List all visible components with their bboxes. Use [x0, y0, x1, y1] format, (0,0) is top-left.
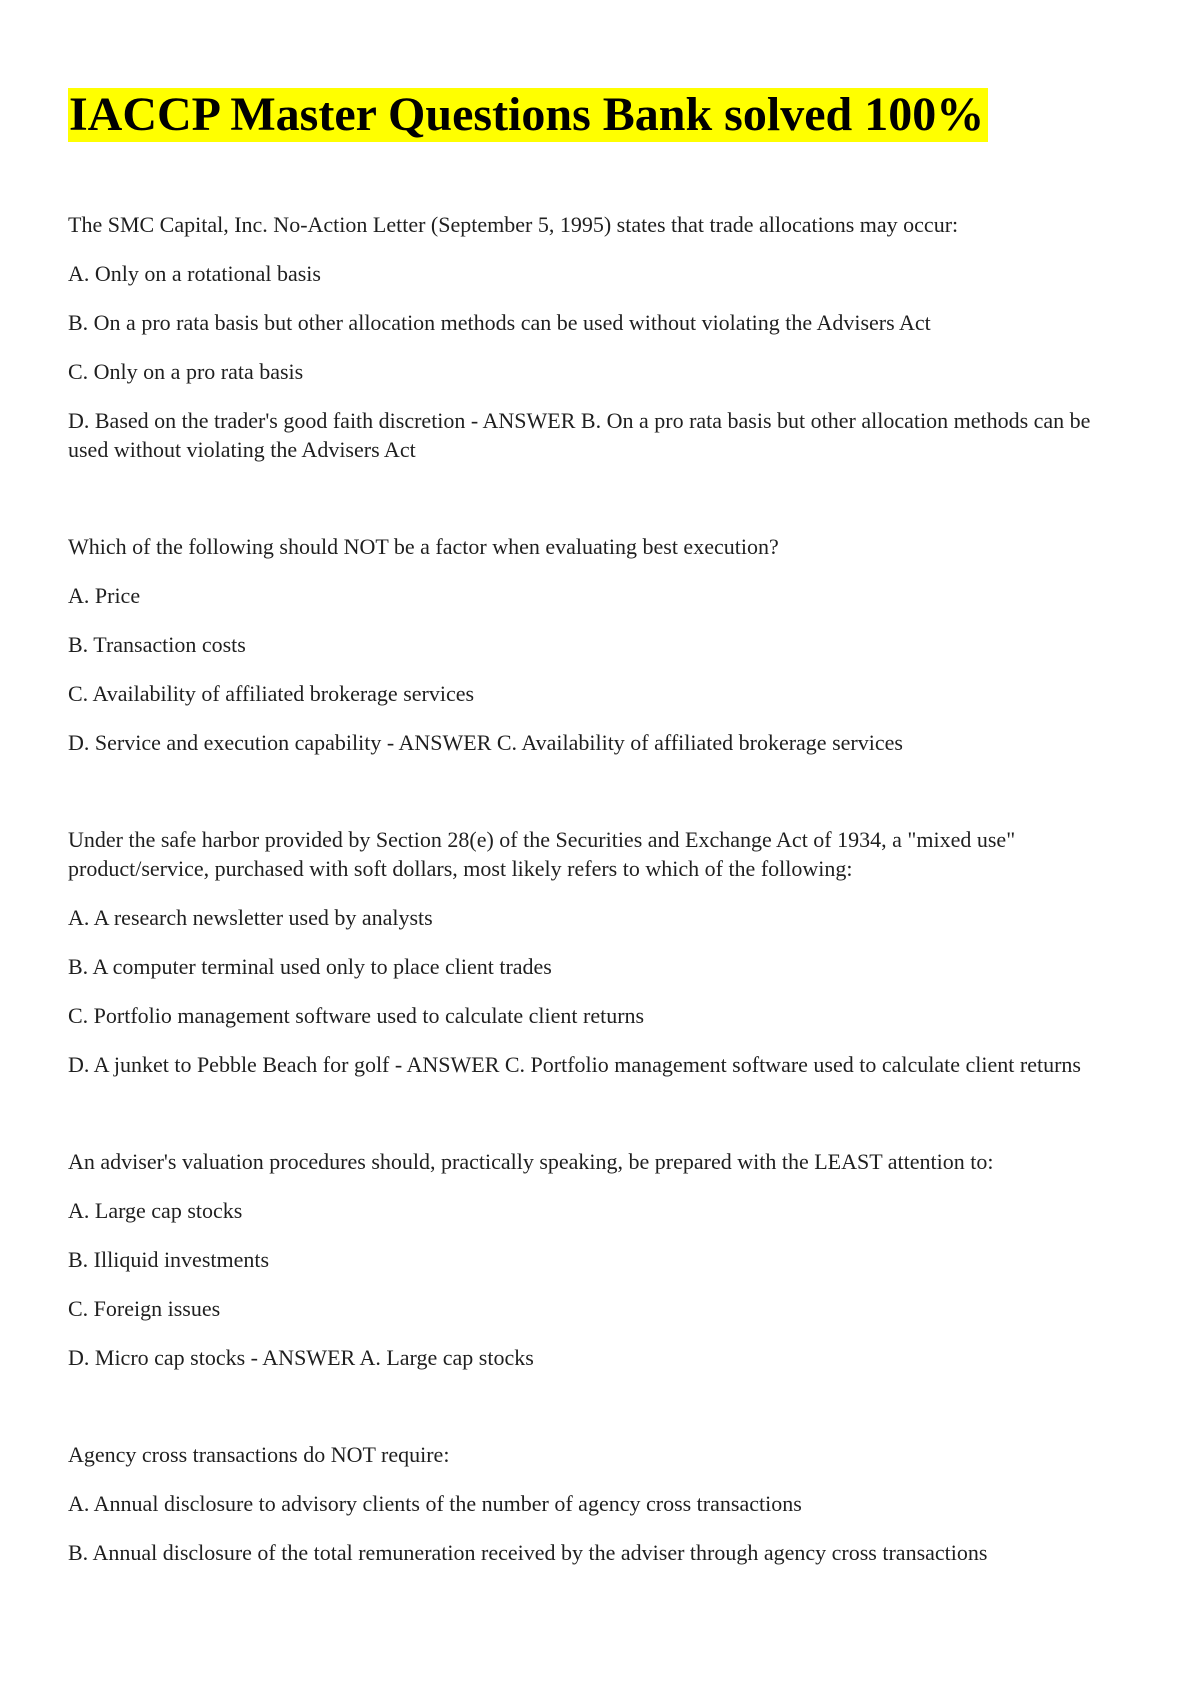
- answer-option: A. Only on a rotational basis: [68, 261, 321, 286]
- answer-option: A. Price: [68, 583, 141, 608]
- answer-option: C. Foreign issues: [68, 1296, 221, 1321]
- question-prompt: An adviser's valuation procedures should, practically speaking, be prepared with the LEAST attention to:: [68, 1149, 994, 1174]
- title-wrapper: [68, 88, 988, 142]
- question-block: [68, 210, 1128, 464]
- answer-option: A. Large cap stocks: [68, 1198, 243, 1223]
- question-block: [68, 825, 1128, 1079]
- answer-option: D. Based on the trader's good faith discretion - ANSWER B. On a pro rata basis but other allocation methods can be used without violating the Advisers Act: [68, 408, 1091, 462]
- answer-option: A. A research newsletter used by analysts: [68, 905, 433, 930]
- question-prompt: Agency cross transactions do NOT require:: [68, 1442, 450, 1467]
- question-prompt: Which of the following should NOT be a factor when evaluating best execution?: [68, 534, 779, 559]
- answer-option: A. Annual disclosure to advisory clients of the number of agency cross transactions: [68, 1491, 802, 1516]
- answer-option: D. Micro cap stocks - ANSWER A. Large cap stocks: [68, 1345, 534, 1370]
- question-prompt: The SMC Capital, Inc. No-Action Letter (September 5, 1995) states that trade allocations may occur:: [68, 212, 959, 237]
- document-title: IACCP Master Questions Bank solved 100%: [68, 88, 988, 142]
- question-list: [68, 210, 1128, 1635]
- answer-option: D. A junket to Pebble Beach for golf - ANSWER C. Portfolio management software used to calculate client returns: [68, 1052, 1081, 1077]
- answer-option: B. Illiquid investments: [68, 1247, 270, 1272]
- answer-option: C. Only on a pro rata basis: [68, 359, 304, 384]
- answer-option: B. Transaction costs: [68, 632, 246, 657]
- answer-option: C. Portfolio management software used to calculate client returns: [68, 1003, 645, 1028]
- question-block: [68, 1440, 1128, 1567]
- question-block: [68, 532, 1128, 757]
- answer-option: D. Service and execution capability - ANSWER C. Availability of affiliated brokerage services: [68, 730, 903, 755]
- question-block: [68, 1147, 1128, 1372]
- answer-option: B. Annual disclosure of the total remuneration received by the adviser through agency cross transactions: [68, 1540, 988, 1565]
- question-prompt: Under the safe harbor provided by Section 28(e) of the Securities and Exchange Act of 1934, a "mixed use" product/service, purchased with soft dollars, most likely refers to which of the following:: [68, 827, 1016, 881]
- answer-option: B. A computer terminal used only to place client trades: [68, 954, 552, 979]
- answer-option: B. On a pro rata basis but other allocation methods can be used without violating the Advisers Act: [68, 310, 931, 335]
- answer-option: C. Availability of affiliated brokerage services: [68, 681, 475, 706]
